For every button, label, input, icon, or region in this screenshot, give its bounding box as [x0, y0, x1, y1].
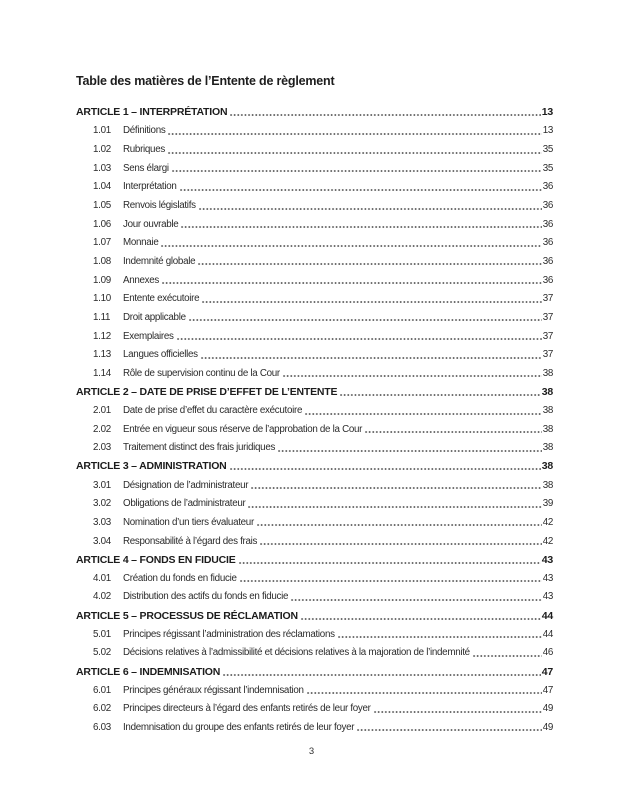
toc-entry-number: 1.02: [93, 144, 111, 156]
toc-entry-label: Interprétation: [123, 181, 177, 193]
toc-entry-label: Renvois législatifs: [123, 200, 196, 212]
toc-entry-page: 38: [542, 423, 553, 435]
toc-entry-label: Indemnisation du groupe des enfants retirés de leur foyer: [123, 721, 355, 733]
toc-entry-label: ARTICLE 1 – INTERPRÉTATION: [76, 106, 228, 119]
toc-entry-page: 38: [542, 442, 553, 454]
toc-entry-number: 4.01: [93, 572, 111, 584]
dot-leader: [172, 170, 542, 172]
toc-entry-page: 43: [542, 591, 553, 603]
toc-entry-label: ARTICLE 3 – ADMINISTRATION: [76, 460, 227, 473]
toc-entry-page: 36: [542, 200, 553, 212]
toc-entry: [76, 681, 553, 700]
dot-leader: [239, 562, 541, 564]
toc-entry-number: 3.01: [93, 479, 111, 491]
toc-entry-label: Date de prise d’effet du caractère exécutoire: [123, 405, 303, 417]
toc-entry: [76, 439, 553, 458]
toc-entry: [76, 252, 553, 271]
toc-entry-page: 36: [542, 255, 553, 267]
toc-entry: [76, 103, 553, 122]
toc-entry-page: 35: [542, 144, 553, 156]
toc-entry-number: 2.01: [93, 405, 111, 417]
toc-entry-label: Rôle de supervision continu de la Cour: [123, 367, 280, 379]
toc-entry-label: Sens élargi: [123, 162, 169, 174]
toc-entry-page: 35: [542, 162, 553, 174]
toc-entry-number: 4.02: [93, 591, 111, 603]
toc-entry-page: 38: [541, 385, 553, 398]
toc-entry-label: Rubriques: [123, 144, 165, 156]
toc-entry-label: Jour ouvrable: [123, 218, 179, 230]
dot-leader: [257, 524, 542, 526]
toc-entry-page: 47: [542, 684, 553, 696]
toc-entry-page: 42: [542, 516, 553, 528]
toc-entry: [76, 513, 553, 532]
toc-entry: [76, 308, 553, 327]
toc-entry-label: Langues officielles: [123, 349, 198, 361]
toc-entry-number: 2.02: [93, 423, 111, 435]
dot-leader: [357, 729, 541, 731]
toc-entry: [76, 718, 553, 737]
toc-entry-page: 49: [542, 721, 553, 733]
dot-leader: [198, 263, 541, 265]
toc-entry-page: 46: [542, 647, 553, 659]
toc-entry: [76, 662, 553, 681]
dot-leader: [181, 226, 541, 228]
toc-entry-page: 38: [541, 460, 553, 473]
toc-entry-label: Principes généraux régissant l’indemnisation: [123, 684, 304, 696]
dot-leader: [251, 487, 541, 489]
toc-entry: [76, 401, 553, 420]
toc-entry-number: 6.01: [93, 684, 111, 696]
dot-leader: [168, 152, 542, 154]
toc-entry: [76, 625, 553, 644]
toc-entry-number: 1.01: [93, 125, 111, 137]
toc-entry-page: 49: [542, 703, 553, 715]
dot-leader: [202, 301, 541, 303]
toc-entry-label: Décisions relatives à l’admissibilité et décisions relatives à la majoration de l’indemnité: [123, 647, 470, 659]
dot-leader: [283, 375, 542, 377]
dot-leader: [180, 189, 542, 191]
toc-entry-page: 37: [542, 330, 553, 342]
toc-entry-label: Obligations de l’administrateur: [123, 498, 246, 510]
toc-entry-number: 3.04: [93, 535, 111, 547]
toc-entry-label: Principes directeurs à l’égard des enfants retirés de leur foyer: [123, 703, 371, 715]
toc-entry-label: Distribution des actifs du fonds en fiducie: [123, 591, 289, 603]
dot-leader: [161, 245, 541, 247]
toc-entry-page: 47: [541, 665, 553, 678]
toc-entry-number: 1.10: [93, 293, 111, 305]
dot-leader: [374, 711, 542, 713]
toc-entry-number: 3.02: [93, 498, 111, 510]
toc-entry-page: 13: [541, 106, 553, 119]
toc-entry-page: 36: [542, 274, 553, 286]
table-of-contents: [76, 103, 553, 737]
toc-entry: [76, 606, 553, 625]
dot-leader: [223, 674, 541, 676]
toc-entry-number: 1.13: [93, 349, 111, 361]
toc-entry: [76, 327, 553, 346]
toc-entry-page: 44: [541, 609, 553, 622]
toc-entry-number: 1.05: [93, 200, 111, 212]
toc-entry-page: 38: [542, 367, 553, 379]
toc-entry: [76, 588, 553, 607]
toc-entry-label: Traitement distinct des frais juridiques: [123, 442, 276, 454]
toc-entry: [76, 178, 553, 197]
toc-entry-page: 13: [542, 125, 553, 137]
toc-entry-label: Désignation de l’administrateur: [123, 479, 249, 491]
toc-entry: [76, 532, 553, 551]
toc-entry: [76, 364, 553, 383]
toc-entry: [76, 233, 553, 252]
toc-entry-label: Création du fonds en fiducie: [123, 572, 237, 584]
toc-entry-page: 39: [542, 498, 553, 510]
dot-leader: [230, 114, 540, 116]
toc-entry-number: 6.02: [93, 703, 111, 715]
toc-entry-label: Entente exécutoire: [123, 293, 200, 305]
dot-leader: [340, 394, 540, 396]
toc-entry: [76, 196, 553, 215]
toc-entry: [76, 569, 553, 588]
toc-entry: [76, 271, 553, 290]
toc-entry-number: 1.09: [93, 274, 111, 286]
toc-entry-label: Indemnité globale: [123, 255, 196, 267]
toc-entry: [76, 457, 553, 476]
toc-entry-number: 1.03: [93, 162, 111, 174]
page-number: 3: [308, 746, 315, 757]
toc-entry-label: Entrée en vigueur sous réserve de l’approbation de la Cour: [123, 423, 363, 435]
dot-leader: [189, 319, 542, 321]
toc-entry-label: Principes régissant l’administration des réclamations: [123, 628, 335, 640]
dot-leader: [248, 506, 541, 508]
toc-entry: [76, 420, 553, 439]
dot-leader: [473, 655, 542, 657]
toc-entry: [76, 345, 553, 364]
dot-leader: [338, 636, 542, 638]
toc-entry: [76, 383, 553, 402]
toc-entry-page: 36: [542, 218, 553, 230]
toc-entry: [76, 289, 553, 308]
dot-leader: [307, 692, 542, 694]
toc-entry: [76, 550, 553, 569]
dot-leader: [260, 543, 542, 545]
toc-entry-number: 1.04: [93, 181, 111, 193]
toc-entry-label: Exemplaires: [123, 330, 174, 342]
toc-entry-page: 43: [541, 553, 553, 566]
dot-leader: [201, 357, 542, 359]
toc-entry-label: Responsabilité à l’égard des frais: [123, 535, 258, 547]
dot-leader: [168, 133, 541, 135]
page-title: Table des matières de l’Entente de règlement: [76, 74, 335, 88]
toc-entry-number: 1.11: [93, 311, 111, 323]
toc-entry-page: 37: [542, 293, 553, 305]
toc-entry-number: 6.03: [93, 721, 111, 733]
toc-entry-number: 2.03: [93, 442, 111, 454]
toc-entry-page: 42: [542, 535, 553, 547]
toc-entry-page: 37: [542, 311, 553, 323]
toc-entry-label: Nomination d’un tiers évaluateur: [123, 516, 254, 528]
toc-entry-number: 1.06: [93, 218, 111, 230]
toc-entry: [76, 476, 553, 495]
toc-entry-page: 43: [542, 572, 553, 584]
toc-entry-page: 36: [542, 181, 553, 193]
toc-entry-label: Annexes: [123, 274, 160, 286]
toc-entry: [76, 700, 553, 719]
toc-entry-label: Monnaie: [123, 237, 159, 249]
toc-entry-page: 44: [542, 628, 553, 640]
dot-leader: [177, 338, 542, 340]
toc-entry-page: 38: [542, 405, 553, 417]
toc-entry-page: 36: [542, 237, 553, 249]
toc-entry-number: 1.12: [93, 330, 111, 342]
toc-entry-number: 1.07: [93, 237, 111, 249]
toc-entry-number: 5.01: [93, 628, 111, 640]
toc-entry-label: ARTICLE 4 – FONDS EN FIDUCIE: [76, 553, 236, 566]
dot-leader: [162, 282, 542, 284]
toc-entry-number: 1.08: [93, 255, 111, 267]
dot-leader: [291, 599, 542, 601]
dot-leader: [230, 468, 541, 470]
toc-entry: [76, 159, 553, 178]
toc-entry-label: ARTICLE 6 – INDEMNISATION: [76, 665, 221, 678]
toc-entry: [76, 644, 553, 663]
dot-leader: [365, 431, 542, 433]
toc-entry-page: 37: [542, 349, 553, 361]
dot-leader: [199, 208, 542, 210]
toc-entry-label: ARTICLE 5 – PROCESSUS DE RÉCLAMATION: [76, 609, 298, 622]
dot-leader: [278, 450, 542, 452]
toc-entry-number: 3.03: [93, 516, 111, 528]
toc-entry-page: 38: [542, 479, 553, 491]
dot-leader: [240, 580, 542, 582]
toc-entry: [76, 215, 553, 234]
toc-entry-number: 1.14: [93, 367, 111, 379]
toc-entry: [76, 122, 553, 141]
toc-entry: [76, 494, 553, 513]
toc-entry-label: Définitions: [123, 125, 166, 137]
toc-entry-label: Droit applicable: [123, 311, 186, 323]
toc-entry-label: ARTICLE 2 – DATE DE PRISE D’EFFET DE L’ENTENTE: [76, 385, 338, 398]
toc-entry: [76, 140, 553, 159]
toc-entry-number: 5.02: [93, 647, 111, 659]
dot-leader: [301, 618, 541, 620]
dot-leader: [305, 413, 542, 415]
